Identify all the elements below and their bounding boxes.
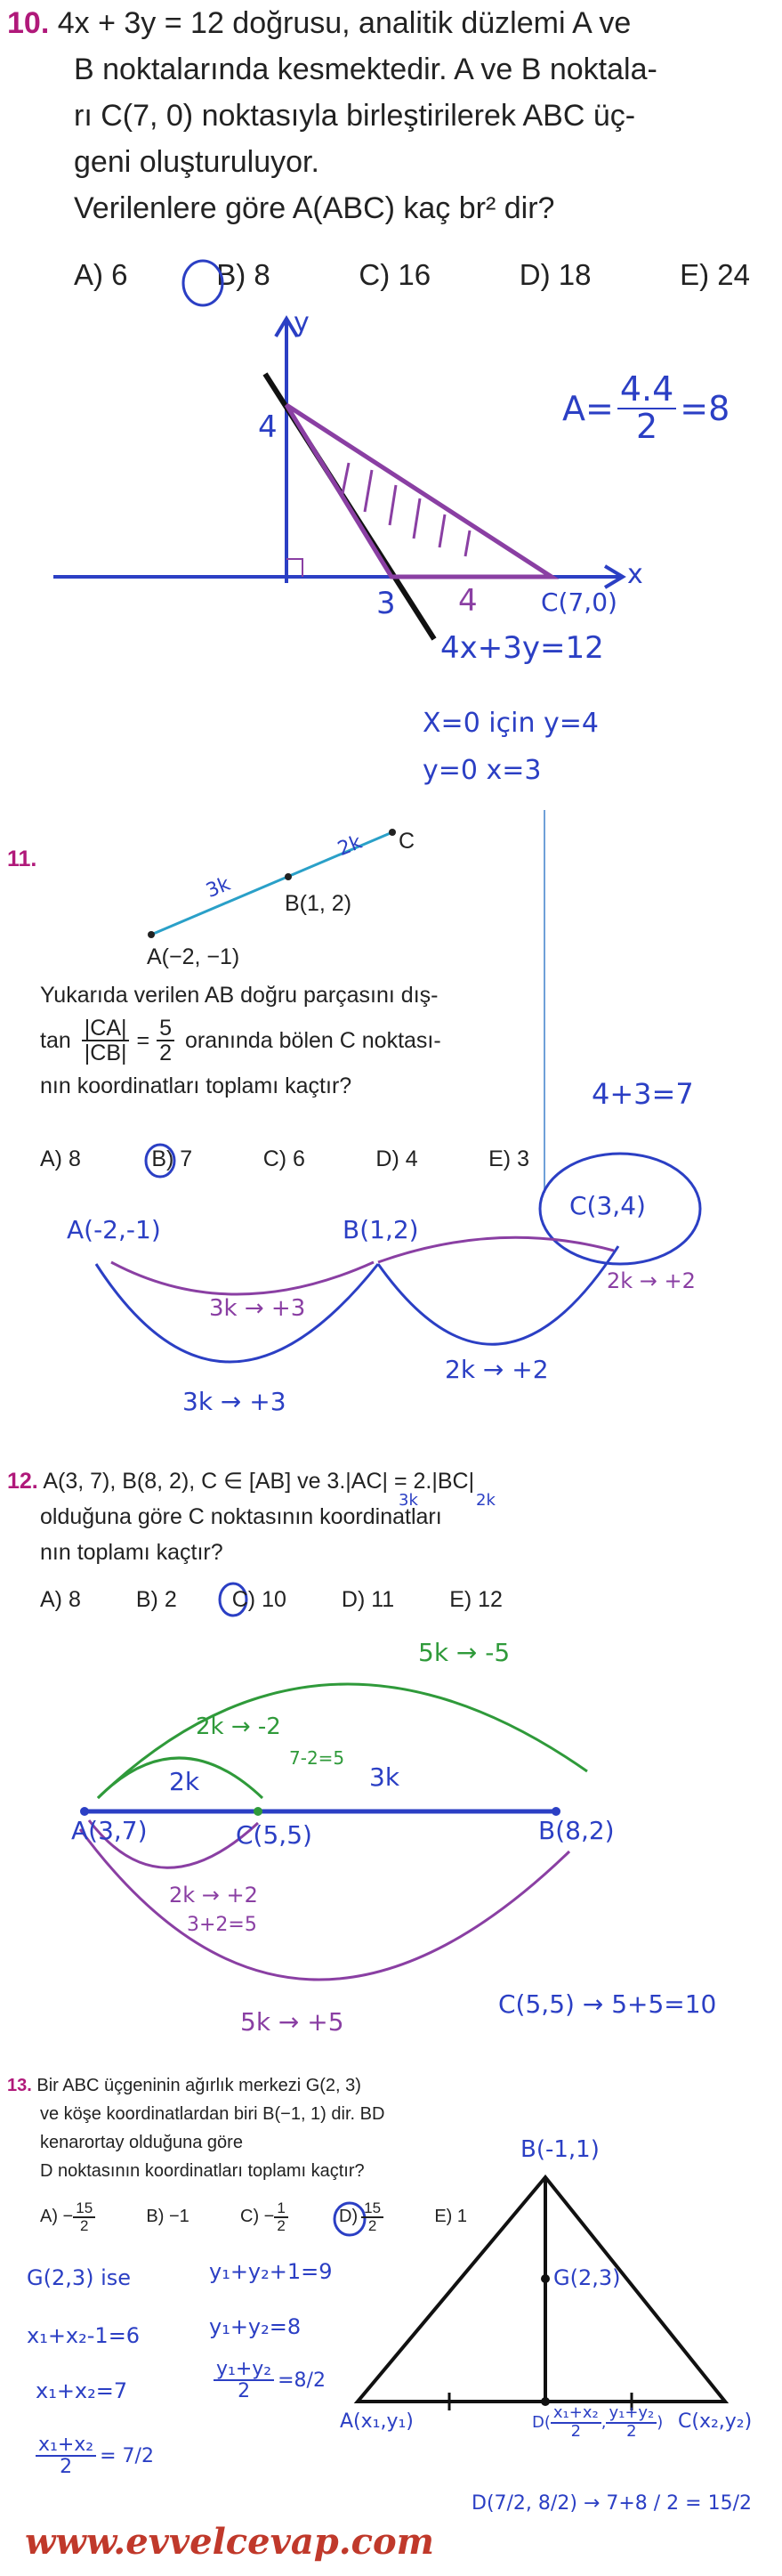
q12-option-a[interactable]: A) 8 xyxy=(40,1587,81,1612)
q11-line1: Yukarıda verilen AB doğru parçasını dış- xyxy=(40,983,439,1008)
q10-area-num: 4.4 xyxy=(617,372,676,409)
q13-option-d-num: 15 xyxy=(361,2200,383,2218)
q13-hand-d-sep: , xyxy=(601,2413,607,2433)
q13-hand-l4-num: x₁+x₂ xyxy=(36,2434,96,2457)
q12-hand-sub: 7-2=5 xyxy=(289,1747,345,1769)
question-13 xyxy=(7,2071,505,2185)
q11-hand-sum: 4+3=7 xyxy=(592,1077,694,1111)
q13-hand-d-x-den: 2 xyxy=(570,2421,582,2441)
q13-option-d[interactable] xyxy=(339,2200,383,2234)
q10-line5: Verilenlere göre A(ABC) kaç br² dir? xyxy=(74,191,555,225)
q13-option-e[interactable]: E) 1 xyxy=(434,2207,467,2227)
q12-hand-result: C(5,5) → 5+5=10 xyxy=(498,1989,717,2019)
q11-text xyxy=(40,977,538,1104)
q11-cb: |CB| xyxy=(84,1041,127,1065)
q11-option-b[interactable]: B) 7 xyxy=(151,1146,193,1171)
q13-hand-r3-fraction xyxy=(214,2359,274,2402)
q10-label-four: 4 xyxy=(258,409,278,445)
q11-hand-2k-blue: 2k → +2 xyxy=(445,1355,549,1384)
q10-option-b[interactable]: B) 8 xyxy=(216,258,270,291)
q12-text-1: A(3, 7), B(8, 2), C ∈ [AB] ve 3.|AC| = 2.|BC| xyxy=(43,1469,475,1494)
q10-answer-circle xyxy=(183,261,222,305)
q12-number: 12. xyxy=(7,1469,38,1494)
q13-hand-d-y-den: 2 xyxy=(626,2421,637,2441)
q13-hand-r1: y₁+y₂+1=9 xyxy=(209,2259,333,2284)
q11-option-d[interactable]: D) 4 xyxy=(375,1146,418,1171)
q10-area-fraction xyxy=(617,369,676,446)
q12-option-c[interactable]: C) 10 xyxy=(231,1587,286,1612)
q10-triangle xyxy=(286,405,552,577)
q13-option-c-label: C) − xyxy=(240,2207,275,2227)
q10-label-four-base: 4 xyxy=(458,583,478,619)
q12-option-e[interactable]: E) 12 xyxy=(449,1587,503,1612)
q12-arc-purple-big xyxy=(80,1829,569,1980)
q13-hand-d xyxy=(532,2405,663,2441)
q10-option-a[interactable]: A) 6 xyxy=(74,258,128,291)
q13-hand-r3-den: 2 xyxy=(238,2380,251,2403)
q12-hand-top: 5k → -5 xyxy=(418,1638,511,1667)
q12-option-b[interactable]: B) 2 xyxy=(135,1587,177,1612)
q10-area-formula xyxy=(562,369,730,446)
q11-point-b: B(1, 2) xyxy=(285,891,352,916)
q11-hand-3k-purple: 3k → +3 xyxy=(209,1295,306,1322)
q13-line4: D noktasının koordinatları toplamı kaçtır? xyxy=(40,2161,365,2181)
q11-hand-a: A(-2,-1) xyxy=(67,1215,161,1244)
q13-hand-d-x xyxy=(551,2405,601,2441)
q13-hand-dfinal: D(7/2, 8/2) → 7+8 / 2 = 15/2 xyxy=(472,2492,752,2515)
q13-hand-r3-result: =8/2 xyxy=(278,2369,326,2392)
q11-arc-blue-2 xyxy=(378,1246,618,1344)
q12-under-2k: 2k xyxy=(476,1491,496,1510)
q11-hand-c: C(3,4) xyxy=(569,1191,646,1220)
q11-ratio-right xyxy=(157,1017,174,1065)
q13-line1 xyxy=(7,2071,505,2100)
q13-hand-d-x-num: x₁+x₂ xyxy=(551,2405,601,2424)
q13-option-d-den: 2 xyxy=(367,2216,377,2234)
q10-label-eqn: 4x+3y=12 xyxy=(440,630,604,666)
q13-hand-l4-fraction xyxy=(36,2434,96,2477)
q11-point-a: A(−2, −1) xyxy=(147,944,240,969)
q10-label-three: 3 xyxy=(376,586,396,621)
q12-hand-c: C(5,5) xyxy=(236,1820,312,1850)
q11-line3: nın koordinatları toplamı kaçtır? xyxy=(40,1073,352,1098)
q13-hand-l3: x₁+x₂=7 xyxy=(36,2378,128,2403)
q13-option-a[interactable] xyxy=(40,2200,95,2234)
q13-hand-r2: y₁+y₂=8 xyxy=(209,2314,302,2339)
q13-hand-d-open: D( xyxy=(532,2413,551,2433)
q13-option-c-num: 1 xyxy=(274,2200,287,2218)
q13-hand-r3 xyxy=(214,2359,326,2402)
q13-line3: kenarortay olduğuna göre xyxy=(40,2133,243,2152)
question-12 xyxy=(7,1463,559,1570)
q10-text-1: 4x + 3y = 12 doğrusu, analitik düzlemi A ve xyxy=(57,6,632,40)
q13-option-c-den: 2 xyxy=(277,2216,286,2234)
q13-hand-d-y xyxy=(606,2405,657,2441)
q11-number: 11. xyxy=(7,847,37,871)
q10-label-c: C(7,0) xyxy=(541,587,617,617)
q13-option-a-fraction xyxy=(73,2200,95,2234)
q12-hand-a: A(3,7) xyxy=(71,1816,148,1845)
q11-equals: = xyxy=(136,1028,150,1053)
q10-x-axis-label: x xyxy=(627,559,643,590)
q11-option-c[interactable]: C) 6 xyxy=(262,1146,305,1171)
q10-area-label: A= xyxy=(562,388,614,428)
q13-number: 13. xyxy=(7,2076,32,2095)
q12-line2: olduğuna göre C noktasının koordinatları xyxy=(40,1504,442,1529)
q13-hand-r3-num: y₁+y₂ xyxy=(214,2359,274,2381)
q11-option-a[interactable]: A) 8 xyxy=(40,1146,81,1171)
q11-line2 xyxy=(40,1013,538,1068)
q10-line4: geni oluşturuluyor. xyxy=(74,145,319,179)
q11-hand-b: B(1,2) xyxy=(343,1215,419,1244)
q11-label-3k: 3k xyxy=(203,872,234,903)
q11-ratio-left xyxy=(82,1017,130,1065)
q12-hand-low1: 2k → +2 xyxy=(169,1883,258,1908)
q13-option-b[interactable]: B) −1 xyxy=(146,2207,189,2227)
q12-hand-2k: 2k xyxy=(169,1767,200,1796)
q10-area-result: =8 xyxy=(680,388,730,428)
q13-option-a-num: 15 xyxy=(73,2200,95,2218)
q11-ca: |CA| xyxy=(82,1017,130,1041)
q11-label-2k: 2k xyxy=(335,830,366,862)
q11-hand-2k-purple: 2k → +2 xyxy=(607,1268,696,1293)
q13-option-d-fraction xyxy=(361,2200,383,2234)
q12-line3: nın toplamı kaçtır? xyxy=(40,1540,223,1565)
q13-option-a-label: A) − xyxy=(40,2207,74,2227)
q11-tan: tan xyxy=(40,1028,71,1053)
q13-hand-a: A(x₁,y₁) xyxy=(340,2410,414,2433)
q13-hand-l2: x₁+x₂-1=6 xyxy=(27,2323,141,2348)
q13-hand-d-y-num: y₁+y₂ xyxy=(606,2405,657,2424)
q13-hand-g: G(2,3) xyxy=(553,2265,621,2290)
q13-hand-l1: G(2,3) ise xyxy=(27,2265,132,2290)
q11-option-e[interactable]: E) 3 xyxy=(488,1146,529,1171)
q10-option-e[interactable]: E) 24 xyxy=(680,258,750,291)
q11-hand-3k-blue: 3k → +3 xyxy=(182,1387,286,1416)
q12-hand-3k: 3k xyxy=(369,1762,400,1792)
q13-line2: ve köşe koordinatlardan biri B(−1, 1) dir. BD xyxy=(40,2104,385,2124)
q13-option-c[interactable] xyxy=(240,2200,288,2234)
q11-two: 2 xyxy=(159,1041,172,1065)
q13-option-a-den: 2 xyxy=(79,2216,89,2234)
q10-area-den: 2 xyxy=(635,406,658,446)
q13-option-d-label: D) xyxy=(339,2207,359,2227)
q10-line3: rı C(7, 0) noktasıyla birleştirilerek ABC üç- xyxy=(74,99,636,133)
q10-number: 10. xyxy=(7,6,50,40)
q10-line2: B noktalarında kesmektedir. A ve B noktala- xyxy=(74,53,657,86)
q11-options xyxy=(40,1146,529,1172)
q10-option-d[interactable]: D) 18 xyxy=(519,258,592,291)
q12-under-3k: 3k xyxy=(399,1491,418,1510)
q11-line2-end: oranında bölen C noktası- xyxy=(185,1028,441,1053)
q13-hand-d-close: ) xyxy=(657,2413,664,2433)
q13-hand-l4-den: 2 xyxy=(60,2456,73,2479)
q13-hand-b: B(-1,1) xyxy=(520,2136,600,2163)
footer-watermark: www.evvelcevap.com xyxy=(25,2521,434,2563)
q12-option-d[interactable]: D) 11 xyxy=(341,1587,395,1612)
q11-arc-purple-1 xyxy=(111,1262,374,1294)
q13-text-1: Bir ABC üçgeninin ağırlık merkezi G(2, 3) xyxy=(36,2076,361,2095)
q12-hand-mid: 2k → -2 xyxy=(196,1713,281,1740)
q13-option-c-fraction xyxy=(274,2200,287,2234)
q12-hand-low3: 5k → +5 xyxy=(240,2007,344,2037)
q10-option-c[interactable]: C) 16 xyxy=(359,258,431,291)
q13-hand-c: C(x₂,y₂) xyxy=(678,2410,753,2433)
q10-note-x0: X=0 için y=4 xyxy=(423,708,600,739)
q10-note-y0: y=0 x=3 xyxy=(423,755,542,786)
q12-hand-low2: 3+2=5 xyxy=(187,1914,257,1936)
q13-hand-l4 xyxy=(36,2434,154,2477)
q13-hand-l4-result: = 7/2 xyxy=(100,2444,154,2467)
q10-y-axis-label: y xyxy=(294,307,310,338)
q11-five: 5 xyxy=(157,1017,174,1041)
q12-options xyxy=(40,1587,503,1613)
q13-options xyxy=(40,2200,467,2234)
q12-hand-b: B(8,2) xyxy=(538,1816,615,1845)
q11-point-c: C xyxy=(399,829,415,854)
